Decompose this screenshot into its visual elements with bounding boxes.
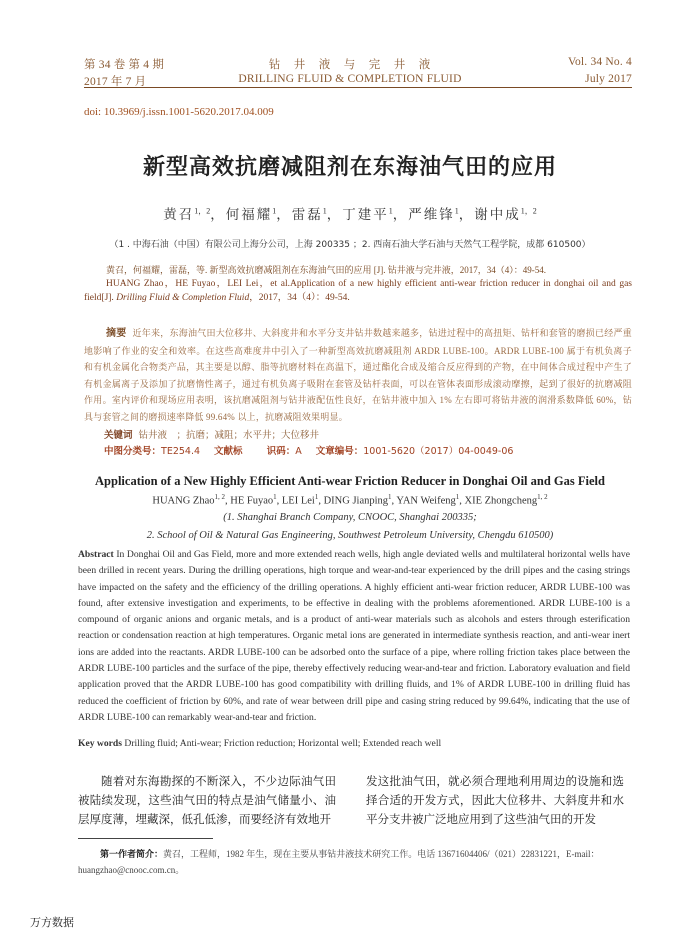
header-volume: 第 34 卷 第 4 期 [84, 59, 165, 71]
citation-en: HUANG Zhao，HE Fuyao，LEI Lei，et al.Application of a new highly efficient anti-wear friction reducer in donghai oil and gas field[J]. Drilling Fluid & Completion Fluid，2017，34（4）：49-54. [84, 279, 632, 303]
author-affiliation-mark: 1 [454, 206, 459, 216]
author-affiliation-mark: 1 [455, 493, 460, 501]
author-separator: , [276, 495, 282, 507]
header-date: 2017 年 7 月 [84, 76, 147, 88]
header-date-en: July 2017 [585, 73, 632, 85]
header-journal-en: DRILLING FLUID & COMPLETION FLUID [238, 73, 462, 85]
author-name: HUANG Zhao [152, 495, 215, 507]
header-volume-en: Vol. 34 No. 4 [567, 56, 632, 68]
author-name: 严维锋 [408, 207, 455, 222]
author-separator: ， [326, 207, 343, 222]
author-affiliation-mark: 1，2 [520, 206, 537, 216]
author-name: 谢中成 [474, 207, 521, 222]
footnote-rule [78, 838, 213, 839]
author-name: 丁建平 [342, 207, 389, 222]
author-affiliation-mark: 1, 2 [214, 493, 226, 501]
page-title: 新型高效抗磨减阻剂在东海油气田的应用 [142, 155, 557, 180]
author-separator: ， [392, 207, 409, 222]
doc-code: 文献标 识码：A [214, 446, 302, 457]
author-name: XIE Zhongcheng [464, 495, 538, 507]
header-journal-cn: 钻 井 液 与 完 井 液 [268, 59, 432, 71]
author-affiliation-mark: 1 [314, 493, 319, 501]
author-name: 黄召 [163, 207, 195, 222]
author-separator: ， [276, 207, 292, 222]
author-affiliation-mark: 1 [272, 206, 277, 216]
author-separator: , [318, 495, 324, 507]
watermark: 万方数据 [30, 916, 74, 929]
keywords-en: Key words Drilling fluid; Anti-wear; Friction reduction; Horizontal well; Extended reach well [78, 738, 442, 749]
abstract-en: Abstract In Donghai Oil and Gas Field, more and more extended reach wells, high angle deviated wells and multilateral horizontal wells have been drilled in recent years. During the drilling operations, high torque and wear-and-tear experienced by the drill pipes and the casing strings have impacted on the safety and the efficiency of the drilling operations. A highly efficient anti-wear friction reducer, ARDR LUBE-100 was found, after extensive investigation and experiments, to be effective in dealing with the problems aforementioned. ARDR LUBE-100 is a compound of organic anions and organic metals, and is a product of anti-wear materials such as alcohols and esters through esterification reaction or condensation reaction at high temperatures. Organic metal ions are generated in intermediate synthesis reaction, and anti-wear inert ions are added into the reactants. ARDR LUBE-100 can be adsorbed onto the surface of a pipe, where rolling friction takes place between the ARDR LUBE-100 particles and the surface of the pipe, thereby effectively reducing wear-and-tear and friction. Laboratory evaluation and field application proved that the ARDR LUBE-100 has good compatibility with drilling fluids, and 1% of ARDR LUBE-100 in drilling fluid has reduced the coefficient of friction by 60%, and rate of wear between drill pipe and casing string reduced by 99.64%, indicating that the use of ARDR LUBE-100 can remarkably wear-and-tear and friction. [78, 549, 630, 723]
author-name: LEI Lei [281, 495, 315, 507]
citation-cn: 黄召，何福耀，雷磊，等. 新型高效抗磨减阻剂在东海油气田的应用 [J]. 钻井液与完井液，2017，34（4）：49-54. [106, 265, 546, 275]
affiliation-cn: （1 . 中海石油（中国）有限公司上海分公司，上海 200335 ；2. 西南石油大学石油与天然气工程学院，成都 610500） [109, 240, 591, 250]
abstract-cn-label: 摘要 [106, 328, 127, 339]
author-name: YAN Weifeng [396, 495, 456, 507]
author-separator: , [225, 495, 231, 507]
author-affiliation-mark: 1 [388, 493, 392, 501]
classification-line [104, 443, 527, 457]
article-number: 文章编号：1001-5620（2017）04-0049-06 [315, 446, 514, 457]
author-name: HE Fuyao [230, 495, 274, 507]
doi[interactable]: doi: 10.3969/j.issn.1001-5620.2017.04.009 [84, 106, 274, 118]
authors-en [0, 493, 700, 507]
keywords-cn: 关键词 钻井液 ；抗磨；减阻；水平井；大位移井 [104, 430, 320, 441]
author-separator: , [391, 495, 397, 507]
authors-cn [0, 203, 700, 223]
footnote: 第一作者简介：黄召，工程师，1982 年生，现在主要从事钻井液技术研究工作。电话 13671604406/（021）22831221，E-mail：huangzhao@cnooc.com.cn。 [78, 849, 600, 875]
author-separator: , [459, 495, 465, 507]
author-affiliation-mark: 1 [322, 206, 327, 216]
header-rule [84, 87, 632, 88]
author-affiliation-mark: 1 [388, 206, 393, 216]
author-name: 雷磊 [291, 207, 323, 222]
affiliation-en-1: (1. Shanghai Branch Company, CNOOC, Shanghai 200335; [223, 512, 477, 523]
author-name: DING Jianping [323, 495, 389, 507]
citation-block [84, 263, 632, 305]
body-column-left: 随着对东海勘探的不断深入，不少边际油气田被陆续发现，这些油气田的特点是油气储量小、油层厚度薄，埋藏深，低孔低渗，而要经济有效地开 [78, 774, 336, 826]
author-affiliation-mark: 1, 2 [537, 493, 548, 501]
author-separator: ， [210, 207, 226, 222]
author-separator: ， [458, 207, 475, 222]
affiliation-en-2: 2. School of Oil & Natural Gas Engineering, Southwest Petroleum University, Chengdu 610500) [146, 530, 554, 541]
author-affiliation-mark: 1，2 [194, 206, 211, 216]
title-en: Application of a New Highly Efficient Anti-wear Friction Reducer in Donghai Oil and Gas Field [95, 474, 605, 488]
abstract-cn-text: 近年来，东海油气田大位移井、大斜度井和水平分支井钻井数越来越多，钻进过程中的高扭矩、钻杆和套管的磨损已经严重地影响了作业的安全和效率。在这些高难度井中引入了一种新型高效抗磨减阻剂 ARDR LUBE-100。ARDR LUBE-100 属于有机负离子和有机金属化合物类产品，其主要是以醇、脂等抗磨材料在高温下，通过酯化合成及缩合反应得到的产物，在中间体合成过程中产生了有机金属离子及添加了抗磨惰性离子，通过有机负离子吸附在套管及钻杆表面，可以在管体表面形成滚动摩擦，起到了很好的抗磨减阻作用。室内评价和现场应用表明，该抗磨减阻剂与钻井液配伍性良好，在钻井液中加入 1% 左右即可将钻井液的润滑系数降低 60%，钻具与套管之间的磨损速率降低 99.64% 以上，抗磨减阻效果明显。 [84, 328, 632, 422]
body-column-right: 发这批油气田，就必须合理地利用周边的设施和选择合适的开发方式，因此大位移井、大斜度井和水平分支井被广泛地应用到了这些油气田的开发 [366, 774, 624, 826]
abstract-cn [84, 325, 632, 425]
author-name: 何福耀 [225, 207, 273, 222]
clc-number: 中图分类号：TE254.4 [104, 446, 201, 457]
author-affiliation-mark: 1 [273, 493, 277, 501]
